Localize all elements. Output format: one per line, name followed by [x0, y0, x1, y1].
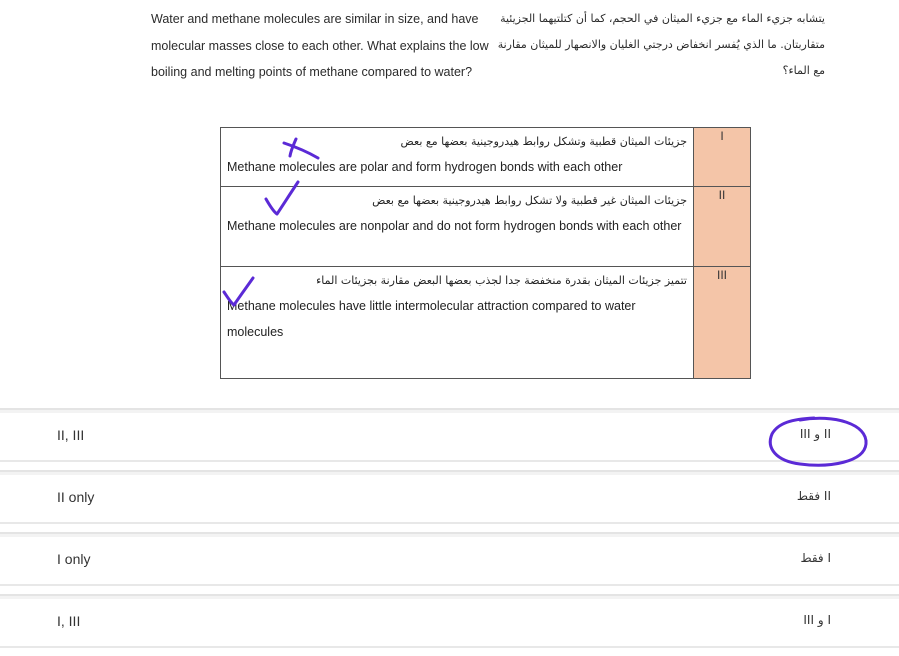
statement-row-1	[221, 128, 751, 187]
statement-row-3	[221, 267, 751, 379]
question-text-en: Water and methane molecules are similar in size, and have molecular masses close to each other. What explains the low boiling and melting points of methane compared to water?	[151, 12, 489, 79]
statement-number: I	[694, 128, 751, 187]
option-label-ar: I و III	[803, 613, 831, 627]
statement-text-en: Methane molecules have little intermolecular attraction compared to water molecules	[227, 299, 636, 339]
statement-text-en: Methane molecules are nonpolar and do not form hydrogen bonds with each other	[227, 219, 682, 233]
option-label-en: I, III	[57, 613, 81, 629]
statement-number: III	[694, 267, 751, 379]
statement-row-2	[221, 187, 751, 267]
option-label-en: I only	[57, 551, 91, 567]
statement-text-ar: جزيئات الميثان غير قطبية ولا تشكل روابط هيدروجينية بعضها مع بعض	[372, 194, 687, 207]
statement-number: II	[694, 187, 751, 267]
option-label-en: II only	[57, 489, 95, 505]
statement-text-ar: تتميز جزيئات الميثان بقدرة منخفضة جدا لجذب بعضها البعض مقارنة بجزيئات الماء	[316, 274, 687, 287]
answer-option-4[interactable]	[0, 594, 899, 648]
option-label-ar: II و III	[799, 427, 831, 441]
answer-option-3[interactable]	[0, 532, 899, 586]
option-label-ar: I فقط	[800, 551, 831, 565]
question-text-ar: يتشابه جزيء الماء مع جزيء الميثان في الحجم، كما أن كتلتيهما الجزيئية متقاربتان. ما الذي يُفسر انخفاض درجتي الغليان والانصهار للميثان مقارنة مع الماء؟	[497, 12, 825, 77]
statements-table	[220, 127, 751, 379]
answer-option-1[interactable]	[0, 408, 899, 462]
statement-text-cell	[221, 128, 694, 187]
statement-text-ar: جزيئات الميثان قطبية وتشكل روابط هيدروجينية بعضها مع بعض	[400, 135, 687, 148]
statement-text-cell	[221, 187, 694, 267]
statement-text-cell	[221, 267, 694, 379]
statement-text-en: Methane molecules are polar and form hydrogen bonds with each other	[227, 160, 623, 174]
answer-options	[0, 408, 899, 656]
option-label-ar: II فقط	[796, 489, 831, 503]
answer-option-2[interactable]	[0, 470, 899, 524]
option-label-en: II, III	[57, 427, 85, 443]
